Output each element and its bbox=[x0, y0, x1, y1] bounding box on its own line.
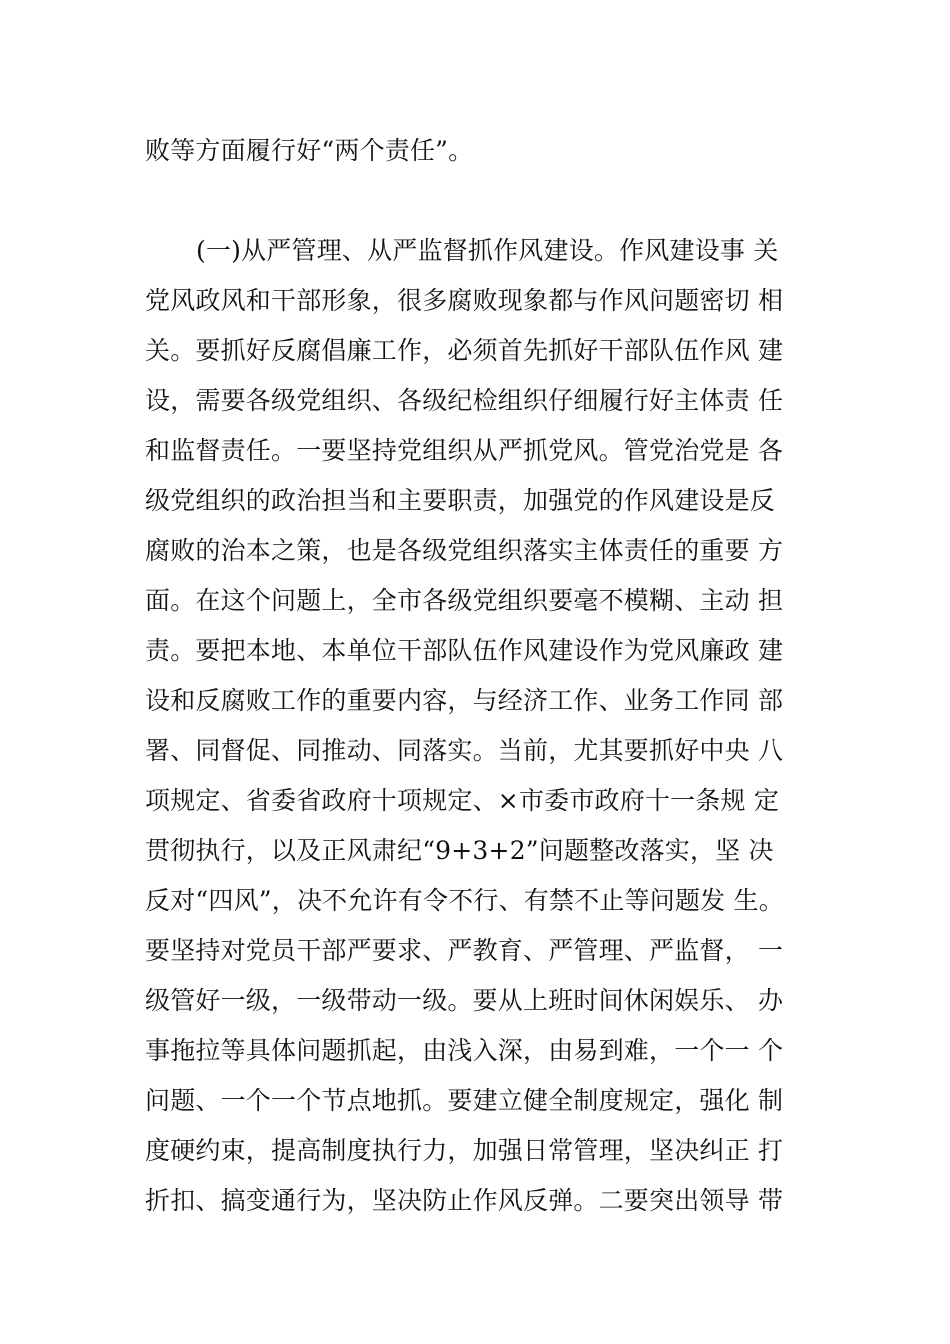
paragraph-line-9: 责。要把本地、本单位干部队伍作风建设作为党风廉政 建 bbox=[145, 636, 784, 665]
paragraph-line-10: 设和反腐败工作的重要内容，与经济工作、业务工作同 部 bbox=[145, 686, 784, 715]
paragraph-line-6: 级党组织的政治担当和主要职责，加强党的作风建设是反 bbox=[145, 486, 776, 515]
paragraph-line-16: 级管好一级，一级带动一级。要从上班时间休闲娱乐、 办 bbox=[145, 986, 784, 1015]
paragraph-line-14: 反对“四风”，决不允许有令不行、有禁不止等问题发 生。 bbox=[145, 886, 784, 915]
paragraph-line-18: 问题、一个一个节点地抓。要建立健全制度规定，强化 制 bbox=[145, 1086, 784, 1115]
paragraph-line-5: 和监督责任。一要坚持党组织从严抓党风。管党治党是 各 bbox=[145, 436, 784, 465]
paragraph-line-17: 事拖拉等具体问题抓起，由浅入深，由易到难，一个一 个 bbox=[145, 1036, 784, 1065]
paragraph-line-12: 项规定、省委省政府十项规定、×市委市政府十一条规 定 bbox=[145, 786, 780, 815]
paragraph-line-1: (一)从严管理、从严监督抓作风建设。作风建设事 关 bbox=[196, 236, 779, 265]
paragraph-line-4: 设，需要各级党组织、各级纪检组织仔细履行好主体责 任 bbox=[145, 386, 784, 415]
paragraph-line-19: 度硬约束，提高制度执行力，加强日常管理，坚决纠正 打 bbox=[145, 1136, 784, 1165]
paragraph-line-8: 面。在这个问题上，全市各级党组织要毫不模糊、主动 担 bbox=[145, 586, 784, 615]
paragraph-line-11: 署、同督促、同推动、同落实。当前，尤其要抓好中央 八 bbox=[145, 736, 784, 765]
paragraph-line-13: 贯彻执行，以及正风肃纪“9+3+2”问题整改落实，坚 决 bbox=[145, 836, 774, 865]
paragraph-line-0: 败等方面履行好“两个责任”。 bbox=[145, 136, 474, 165]
paragraph-line-3: 关。要抓好反腐倡廉工作，必须首先抓好干部队伍作风 建 bbox=[145, 336, 784, 365]
paragraph-line-20: 折扣、搞变通行为，坚决防止作风反弹。二要突出领导 带 bbox=[145, 1186, 784, 1215]
paragraph-line-2: 党风政风和干部形象，很多腐败现象都与作风问题密切 相 bbox=[145, 286, 784, 315]
paragraph-line-15: 要坚持对党员干部严要求、严教育、严管理、严监督， 一 bbox=[145, 936, 784, 965]
paragraph-line-7: 腐败的治本之策，也是各级党组织落实主体责任的重要 方 bbox=[145, 536, 784, 565]
